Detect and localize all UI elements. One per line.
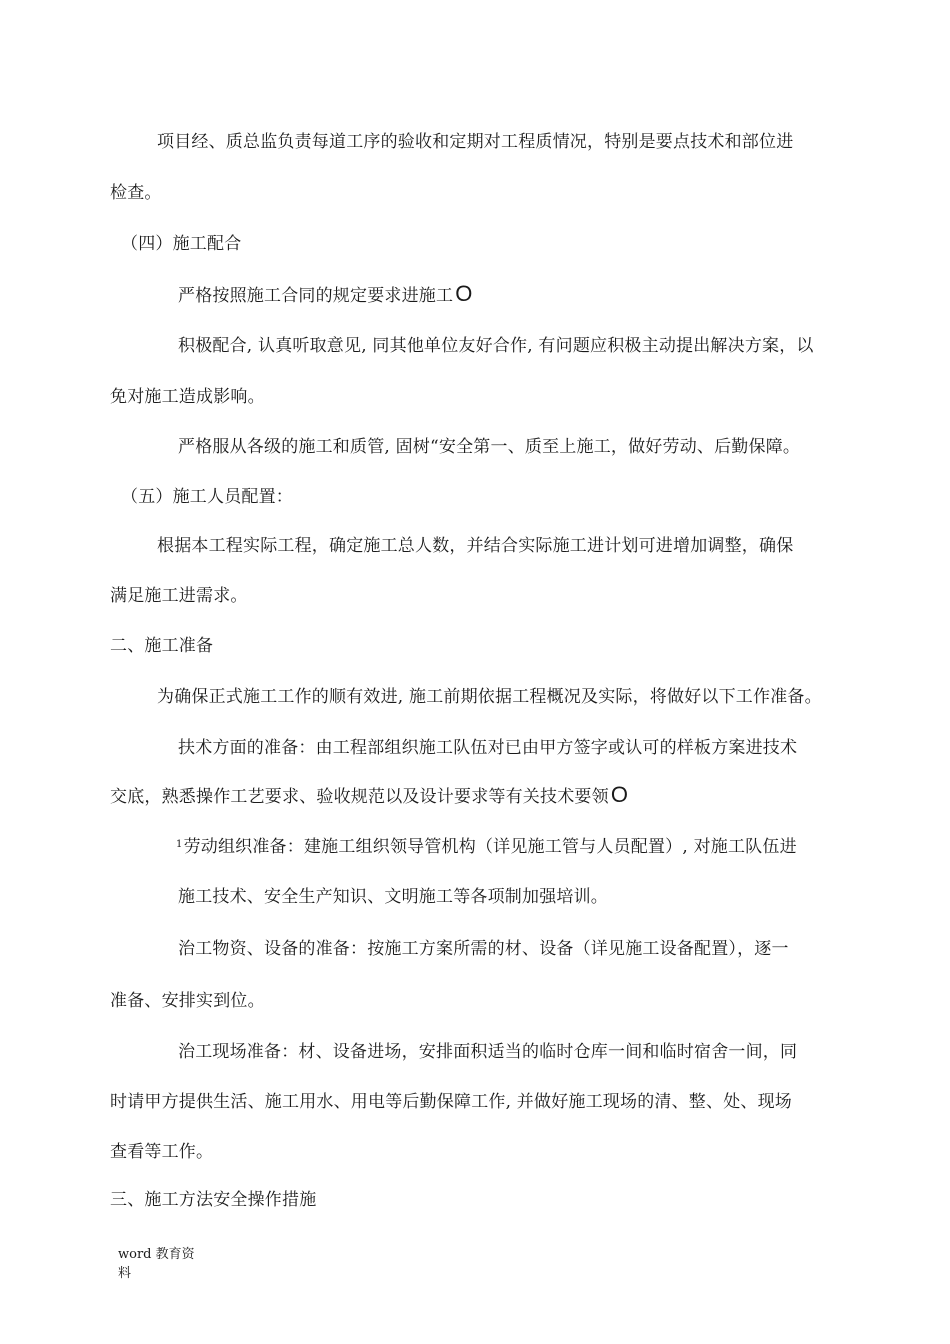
- footer-line: word 教育资: [118, 1247, 195, 1262]
- footnote-marker: 1: [176, 839, 183, 850]
- section-heading: （五）施工人员配置：: [121, 487, 293, 507]
- paragraph-line: [178, 283, 473, 307]
- footer-line: 料: [118, 1266, 132, 1281]
- paragraph-text: 劳动组织准备：建施工组织领导管机构（详见施工管与人员配置）, 对施工队伍进: [183, 837, 797, 857]
- chapter-heading: 三、施工方法安全操作措施: [110, 1190, 317, 1210]
- paragraph-line: 治工物资、设备的准备：按施工方案所需的材、设备（详见施工设备配置），逐一: [178, 939, 789, 959]
- paragraph-line: 免对施工造成影响。: [110, 387, 265, 407]
- chapter-heading: 二、施工准备: [110, 636, 214, 656]
- paragraph-line: 查看等工作。: [110, 1142, 214, 1162]
- paragraph-end-mark: O: [455, 281, 473, 306]
- paragraph-line: 根据本工程实际工程，确定施工总人数，并结合实际施工进计划可进增加调整，确保: [157, 536, 794, 556]
- paragraph-line: [176, 836, 797, 858]
- paragraph-line: 准备、安排实到位。: [110, 991, 265, 1011]
- paragraph-line: 扶术方面的准备：由工程部组织施工队伍对已由甲方签字或认可的样板方案进技术: [178, 738, 798, 758]
- paragraph-line: [110, 784, 628, 808]
- section-heading: （四）施工配合: [121, 234, 242, 254]
- paragraph-line: 施工技术、安全生产知识、文明施工等各项制加强培训。: [178, 887, 608, 907]
- paragraph-line: 满足施工进需求。: [110, 586, 248, 606]
- paragraph-line: 为确保正式施工工作的顺有效进, 施工前期依据工程概况及实际，将做好以下工作准备。: [157, 687, 822, 707]
- paragraph-line: 严格服从各级的施工和质管, 固树“安全第一、质至上施工，做好劳动、后勤保障。: [178, 437, 801, 457]
- paragraph-line: 积极配合, 认真听取意见, 同其他单位友好合作, 有问题应积极主动提出解决方案，以: [178, 336, 814, 356]
- paragraph-line: 时请甲方提供生活、施工用水、用电等后勤保障工作, 并做好施工现场的清、整、处、现场: [110, 1092, 793, 1112]
- paragraph-line: 治工现场准备：材、设备进场，安排面积适当的临时仓库一间和临时宿舍一间，同: [178, 1042, 798, 1062]
- paragraph-line: 项目经、质总监负责每道工序的验收和定期对工程质情况，特别是要点技术和部位进: [157, 132, 794, 152]
- paragraph-text: 交底，熟悉操作工艺要求、验收规范以及设计要求等有关技术要领: [110, 787, 609, 807]
- page-footer: [118, 1245, 195, 1283]
- paragraph-text: 严格按照施工合同的规定要求进施工: [178, 286, 454, 306]
- paragraph-line: 检查。: [110, 183, 162, 203]
- paragraph-end-mark: O: [610, 782, 629, 807]
